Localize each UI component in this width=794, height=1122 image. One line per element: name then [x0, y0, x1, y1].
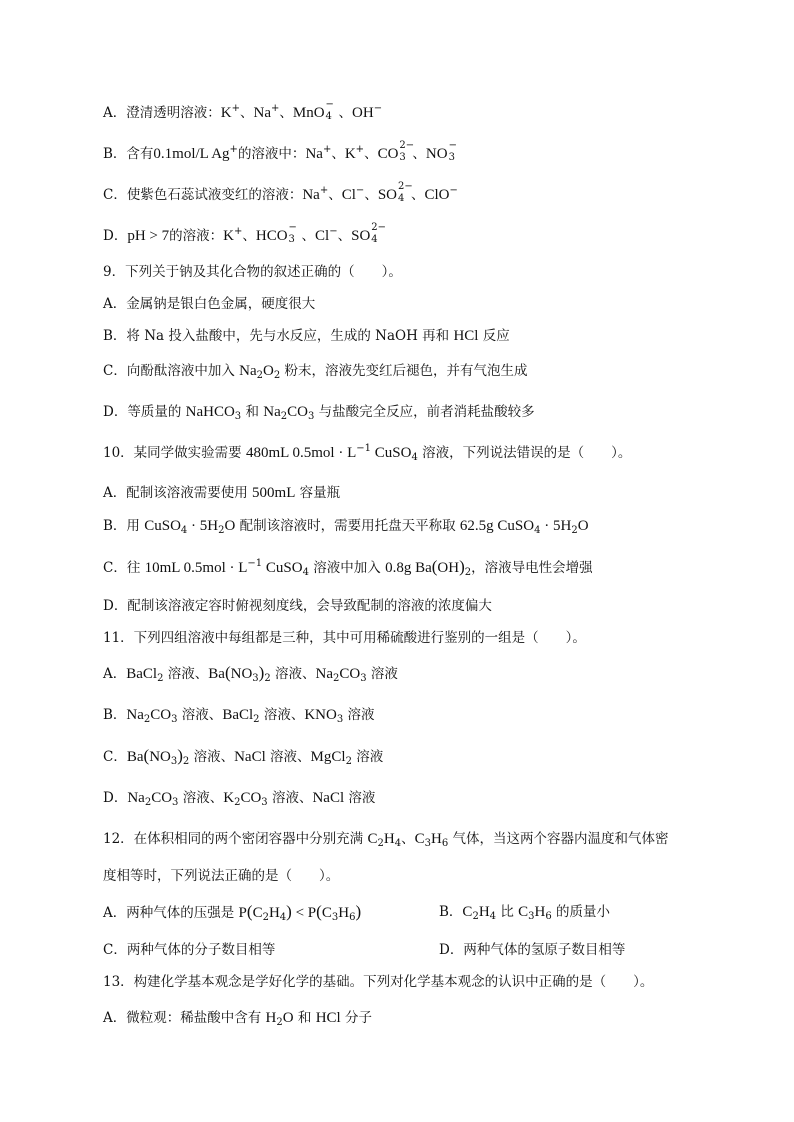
subscript: 2: [182, 756, 190, 767]
ion-charge: −: [288, 222, 297, 233]
formula-text: NaCl: [312, 790, 345, 806]
body-text: 粉末，溶液先变红后褪色，并有气泡生成: [280, 363, 528, 379]
subscript: 2: [218, 525, 225, 536]
subscript: 2: [273, 370, 281, 381]
body-text: 、: [364, 146, 378, 162]
text-line: [103, 663, 398, 684]
body-text: D．配制该溶液定容时俯视刻度线，会导致配制的溶液的浓度偏大: [103, 598, 492, 614]
text-line: [103, 788, 375, 808]
formula-text: Na: [253, 105, 271, 121]
formula-text: CuSO: [371, 445, 412, 461]
subscript: 2: [143, 714, 151, 725]
text-line: [103, 829, 669, 849]
superscript: +: [270, 103, 280, 114]
text-line: [103, 443, 631, 463]
text-line: [439, 940, 625, 960]
body-text: 溶液、: [265, 749, 311, 765]
body-text: 溶液、: [259, 707, 305, 723]
body-text: A．澄清透明溶液：: [103, 105, 221, 121]
formula-text: H: [383, 831, 395, 847]
body-text: D．等质量的: [103, 404, 186, 420]
formula-text: CO: [150, 707, 172, 723]
formula-text: 0.8g Ba: [385, 560, 432, 576]
formula-paren: ): [459, 557, 465, 576]
formula-paren: (: [431, 557, 438, 576]
formula-text: CO: [287, 404, 308, 420]
body-text: A．: [103, 666, 127, 682]
subscript: 4: [411, 452, 418, 463]
body-text: D．: [103, 790, 128, 806]
body-text: 溶液、: [178, 790, 224, 806]
formula-text: Ba: [126, 749, 144, 765]
subscript: 3: [170, 756, 178, 767]
formula-text: CO: [151, 790, 173, 806]
body-text: 溶液、: [267, 790, 313, 806]
formula-text: NaCl: [234, 749, 266, 765]
ion-charge: −: [325, 99, 334, 110]
subscript: 4: [489, 911, 497, 922]
body-text: 和: [241, 404, 264, 420]
subscript: 3: [424, 838, 431, 849]
body-text: A．金属钠是银白色金属，硬度很大: [103, 296, 316, 312]
formula-text: SO: [351, 228, 371, 244]
subscript: 3: [528, 911, 535, 922]
ion-charge-index: [370, 222, 387, 245]
formula-text: 0.1mol/L Ag: [153, 146, 230, 162]
body-text: 的溶液中：: [237, 146, 306, 162]
text-line: [103, 628, 586, 648]
body-text: 、: [301, 228, 316, 244]
formula-text: Na: [127, 790, 145, 806]
body-text: 配制该溶液时，需要用托盘天平称取: [235, 518, 460, 534]
body-text: 的质量小: [551, 904, 611, 920]
text-line: [103, 1008, 372, 1028]
text-line: [103, 140, 462, 164]
body-text: D．: [103, 228, 128, 244]
text-line: [103, 746, 383, 767]
formula-text: O: [282, 1010, 294, 1026]
subscript: 3: [172, 797, 179, 808]
subscript: 2: [333, 673, 340, 684]
body-text: 10．某同学做实验需要: [103, 445, 246, 461]
body-text: 度相等时，下列说法正确的是（ ）。: [103, 868, 340, 884]
formula-paren: ): [177, 746, 183, 765]
formula-text: H: [268, 905, 280, 921]
formula-text: Ba: [208, 666, 225, 682]
superscript: +: [231, 103, 240, 114]
body-text: 溶液、: [163, 666, 209, 682]
subscript: 4: [534, 525, 541, 536]
formula-text: H: [534, 904, 546, 920]
formula-text: < P: [291, 905, 317, 921]
formula-text: NO: [425, 146, 448, 162]
body-text: 9．下列关于钠及其化合物的叙述正确的（ ）。: [103, 264, 402, 280]
subscript: 2: [472, 911, 479, 922]
formula-text: MnO: [292, 105, 325, 121]
formula-text: OH: [437, 560, 460, 576]
body-text: 12．在体积相同的两个密闭容器中分别充满: [103, 831, 368, 847]
text-line: [103, 99, 383, 123]
formula-text: Na: [302, 187, 320, 203]
formula-text: CO: [240, 790, 262, 806]
text-line: [103, 181, 458, 205]
text-line: [103, 326, 510, 346]
subscript: 4: [394, 838, 402, 849]
formula-text: H: [338, 905, 350, 921]
body-text: 比: [496, 904, 519, 920]
superscript: +: [322, 144, 332, 155]
body-text: 、: [401, 831, 415, 847]
formula-text: K: [223, 790, 235, 806]
body-text: 溶液、: [270, 666, 316, 682]
superscript: −: [329, 226, 338, 237]
ion-charge-index: [397, 181, 413, 204]
superscript: +: [233, 226, 243, 237]
subscript: 2: [264, 673, 271, 684]
text-line: [103, 972, 653, 992]
subscript: 4: [302, 567, 309, 578]
formula-text: pH > 7: [127, 228, 170, 244]
formula-text: Na: [263, 404, 281, 420]
body-text: C．向酚酞溶液中加入: [103, 363, 240, 379]
body-text: 溶液: [366, 666, 398, 682]
body-text: 、: [338, 105, 353, 121]
body-text: B．用: [103, 518, 145, 534]
text-line: [103, 262, 402, 282]
body-text: B．: [103, 707, 127, 723]
text-line: [103, 940, 275, 960]
body-text: 、: [328, 187, 342, 203]
subscript: 3: [171, 714, 178, 725]
body-text: 、: [242, 228, 256, 244]
formula-text: CO: [377, 146, 399, 162]
body-text: C．往: [103, 560, 145, 576]
text-line: [103, 557, 593, 578]
formula-text: Cl: [315, 228, 330, 244]
subscript: 3: [252, 673, 259, 684]
superscript: −: [355, 185, 365, 196]
subscript: 2: [144, 797, 152, 808]
body-text: B．将 Na 投入盐酸中，先与水反应，生成的 NaOH 再和: [103, 328, 454, 344]
body-text: 溶液: [343, 707, 375, 723]
formula-text: HCl: [453, 328, 479, 344]
text-line: [103, 866, 339, 886]
body-text: 、: [279, 105, 293, 121]
subscript: 2: [253, 714, 260, 725]
body-text: B．含有: [103, 146, 154, 162]
body-text: 、: [331, 146, 345, 162]
body-text: 溶液，下列说法错误的是（ ）。: [417, 445, 632, 461]
subscript: 6: [349, 912, 356, 923]
formula-text: Na: [126, 707, 144, 723]
body-text: A．配制该溶液需要使用: [103, 485, 253, 501]
text-line: [103, 705, 375, 725]
body-text: 溶液: [344, 790, 376, 806]
formula-paren: (: [143, 746, 150, 765]
subscript: 2: [571, 525, 578, 536]
formula-text: C: [518, 904, 529, 920]
ion-charge-index: [398, 140, 415, 163]
body-text: C．使紫色石蕊试液变红的溶液：: [103, 187, 303, 203]
body-text: 、: [364, 187, 378, 203]
ion-subscript: 3: [448, 152, 455, 163]
ion-charge: 2−: [371, 222, 387, 233]
body-text: 与盐酸完全反应，前者消耗盐酸较多: [314, 404, 535, 420]
text-line: [103, 361, 528, 381]
subscript: 3: [360, 673, 367, 684]
body-text: C．: [103, 749, 127, 765]
text-line: [103, 902, 361, 923]
text-line: [439, 902, 610, 922]
body-text: 溶液、: [177, 707, 223, 723]
formula-text: NaHCO: [185, 404, 235, 420]
body-text: 溶液、: [189, 749, 235, 765]
subscript: 6: [545, 911, 552, 922]
body-text: 、: [239, 105, 254, 121]
ion-charge-index: [288, 222, 302, 245]
formula-text: 500mL: [252, 485, 296, 501]
formula-paren: ): [286, 902, 292, 921]
text-line: [103, 402, 535, 422]
formula-text: P: [238, 905, 247, 921]
subscript: 3: [307, 411, 315, 422]
subscript: 2: [262, 912, 269, 923]
subscript: 2: [157, 673, 164, 684]
ion-subscript: 3: [288, 234, 295, 245]
ion-subscript: 4: [398, 193, 405, 204]
subscript: 2: [256, 370, 263, 381]
body-text: 溶液中加入: [308, 560, 386, 576]
ion-subscript: 3: [399, 152, 406, 163]
body-text: B．: [439, 904, 463, 920]
text-line: [103, 483, 340, 503]
subscript: 2: [464, 567, 472, 578]
formula-text: Na: [239, 363, 257, 379]
subscript: 4: [279, 912, 287, 923]
formula-text: K: [220, 105, 232, 121]
formula-text: K: [223, 228, 234, 244]
formula-paren: ): [258, 663, 265, 682]
formula-paren: (: [316, 902, 322, 921]
formula-text: 10mL 0.5mol · L: [144, 560, 248, 576]
subscript: 3: [336, 714, 344, 725]
formula-text: MgCl: [310, 749, 346, 765]
subscript: 2: [345, 756, 352, 767]
body-text: C．两种气体的分子数目相等: [103, 942, 276, 958]
formula-text: CuSO: [144, 518, 181, 534]
superscript: −: [373, 103, 383, 114]
subscript: 6: [441, 838, 449, 849]
formula-text: Cl: [341, 187, 356, 203]
body-text: A．两种气体的压强是: [103, 905, 239, 921]
formula-text: ClO: [424, 187, 450, 203]
formula-text: C: [321, 905, 332, 921]
formula-text: 480mL 0.5mol · L: [245, 445, 357, 461]
subscript: 3: [261, 797, 268, 808]
body-text: 、: [337, 228, 352, 244]
body-text: 溶液: [351, 749, 384, 765]
body-text: 13．构建化学基本观念是学好化学的基础。下列对化学基本观念的认识中正确的是（ ）。: [103, 974, 654, 990]
subscript: 4: [180, 525, 188, 536]
formula-text: C: [367, 831, 378, 847]
formula-text: HCO: [255, 228, 288, 244]
ion-charge: 2−: [399, 140, 415, 151]
formula-text: · 5H: [187, 518, 219, 534]
body-text: 容量瓶: [295, 485, 341, 501]
formula-paren: (: [224, 663, 231, 682]
formula-text: K: [344, 146, 356, 162]
subscript: 2: [377, 838, 384, 849]
formula-paren: (: [246, 902, 253, 921]
ion-charge-index: [448, 140, 462, 163]
body-text: 的溶液：: [169, 228, 224, 244]
formula-text: NO: [230, 666, 253, 682]
formula-text: CuSO: [262, 560, 303, 576]
ion-charge: 2−: [398, 181, 413, 192]
formula-text: · 5H: [540, 518, 572, 534]
formula-text: Na: [315, 666, 333, 682]
formula-text: 62.5g CuSO: [459, 518, 535, 534]
formula-text: O: [224, 518, 236, 534]
subscript: 3: [331, 912, 339, 923]
body-text: 11．下列四组溶液中每组都是三种，其中可用稀硫酸进行鉴别的一组是（ ）。: [103, 630, 586, 646]
formula-text: BaCl: [222, 707, 254, 723]
subscript: 3: [234, 411, 242, 422]
formula-text: KNO: [304, 707, 337, 723]
formula-text: C: [462, 904, 473, 920]
formula-text: H: [430, 831, 442, 847]
subscript: 2: [280, 411, 288, 422]
subscript: 2: [276, 1017, 283, 1028]
formula-text: C: [252, 905, 263, 921]
formula-text: Na: [305, 146, 323, 162]
formula-text: O: [263, 363, 274, 379]
body-text: 、: [412, 146, 426, 162]
formula-text: O: [577, 518, 589, 534]
body-text: ，溶液导电性会增强: [471, 560, 593, 576]
formula-text: C: [414, 831, 425, 847]
superscript: −1: [356, 443, 372, 454]
ion-subscript: 4: [325, 111, 332, 122]
ion-subscript: 4: [371, 234, 378, 245]
superscript: +: [355, 144, 365, 155]
body-text: D．两种气体的氢原子数目相等: [439, 942, 626, 958]
body-text: 反应: [478, 328, 510, 344]
ion-charge: −: [448, 140, 457, 151]
formula-text: H: [478, 904, 490, 920]
text-line: [103, 596, 492, 616]
ion-charge-index: [325, 99, 339, 122]
formula-paren: ): [355, 902, 362, 921]
body-text: 、: [411, 187, 425, 203]
body-text: A．微粒观：稀盐酸中含有: [103, 1010, 266, 1026]
body-text: 气体，当这两个容器内温度和气体密: [448, 831, 669, 847]
superscript: −: [449, 185, 458, 196]
superscript: +: [229, 144, 238, 155]
formula-text: HCl: [315, 1010, 341, 1026]
text-line: [103, 294, 315, 314]
formula-text: H: [265, 1010, 277, 1026]
formula-text: BaCl: [126, 666, 158, 682]
formula-text: CO: [339, 666, 361, 682]
body-text: 和: [293, 1010, 316, 1026]
text-line: [103, 222, 387, 246]
formula-text: OH: [352, 105, 374, 121]
formula-text: NO: [149, 749, 171, 765]
text-line: [103, 516, 589, 536]
subscript: 2: [234, 797, 241, 808]
body-text: 分子: [340, 1010, 373, 1026]
superscript: +: [319, 185, 329, 196]
formula-text: SO: [377, 187, 397, 203]
superscript: −1: [247, 558, 263, 569]
